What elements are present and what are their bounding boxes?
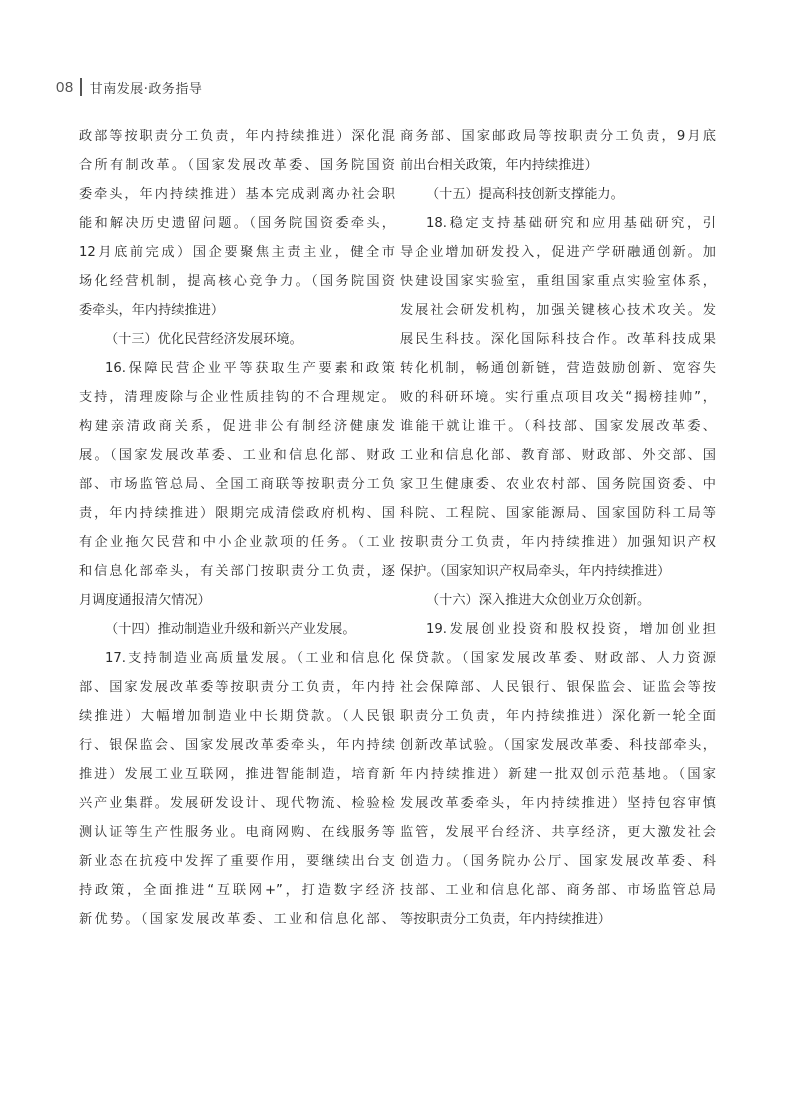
text-line: 社会保障部、人民银行、银保监会、证监会等按 [400,680,716,695]
text-line: 月调度通报清欠情况） [79,593,211,608]
text-line: 推进）发展工业互联网，推进智能制造，培育新 [79,767,395,782]
header-divider [80,78,82,96]
text-line: 前出台相关政策，年内持续推进） [400,158,598,173]
text-line: 保护。（国家知识产权局牵头，年内持续推进） [400,564,671,579]
text-line: 发展改革委牵头，年内持续推进）坚持包容审慎 [400,796,716,811]
text-line: 工业和信息化部、教育部、财政部、外交部、国 [400,448,716,463]
section-heading: （十四）推动制造业升级和新兴产业发展。 [105,622,356,637]
text-line: 年内持续推进）新建一批双创示范基地。（国家 [400,767,716,782]
section-heading: （十六）深入推进大众创业万众创新。 [426,593,651,608]
text-line: 展。（国家发展改革委、工业和信息化部、财政 [79,448,395,463]
text-line: 快建设国家实验室，重组国家重点实验室体系， [400,274,716,289]
text-line: 导企业增加研发投入，促进产学研融通创新。加 [400,245,716,260]
text-line: 保贷款。（国家发展改革委、财政部、人力资源 [400,651,716,666]
text-line: 合所有制改革。（国家发展改革委、国务院国资 [79,158,395,173]
text-line: 17.支持制造业高质量发展。（工业和信息化 [105,651,395,666]
text-line: 败的科研环境。实行重点项目攻关“揭榜挂帅”， [400,390,716,405]
text-line: 责，年内持续推进）限期完成清偿政府机构、国 [79,506,395,521]
text-line: 创新改革试验。（国家发展改革委、科技部牵头， [400,738,716,753]
text-line: 场化经营机制，提高核心竞争力。（国务院国资 [79,274,395,289]
text-line: 构建亲清政商关系，促进非公有制经济健康发 [79,419,395,434]
text-line: 谁能干就让谁干。（科技部、国家发展改革委、 [400,419,716,434]
text-line: 商务部、国家邮政局等按职责分工负责，9月底 [400,129,716,144]
text-line: 和信息化部牵头，有关部门按职责分工负责，逐 [79,564,395,579]
text-line: 转化机制，畅通创新链，营造鼓励创新、宽容失 [400,361,716,376]
text-line: 技部、工业和信息化部、商务部、市场监管总局 [400,883,716,898]
text-line: 支持，清理废除与企业性质挂钩的不合理规定。 [79,390,395,405]
text-line: 发展社会研发机构，加强关键核心技术攻关。发 [400,303,716,318]
text-line: 科院、工程院、国家能源局、国家国防科工局等 [400,506,716,521]
text-line: 18.稳定支持基础研究和应用基础研究，引 [426,216,716,231]
text-line: 12月底前完成）国企要聚焦主责主业，健全市 [79,245,395,260]
text-line: 19.发展创业投资和股权投资，增加创业担 [426,622,716,637]
text-line: 持政策，全面推进“互联网+”，打造数字经济 [79,883,395,898]
text-line: 有企业拖欠民营和中小企业款项的任务。（工业 [79,535,395,550]
text-line: 创造力。（国务院办公厅、国家发展改革委、科 [400,854,716,869]
page-header [56,76,202,98]
text-line: 部、市场监管总局、全国工商联等按职责分工负 [79,477,395,492]
right-text-column [400,122,716,934]
text-line: 家卫生健康委、农业农村部、国务院国资委、中 [400,477,716,492]
text-line: 监管，发展平台经济、共享经济，更大激发社会 [400,825,716,840]
text-line: 测认证等生产性服务业。电商网购、在线服务等 [79,825,395,840]
text-line: 展民生科技。深化国际科技合作。改革科技成果 [400,332,716,347]
text-line: 兴产业集群。发展研发设计、现代物流、检验检 [79,796,395,811]
text-line: 委牵头，年内持续推进）基本完成剥离办社会职 [79,187,395,202]
text-line: 能和解决历史遗留问题。（国务院国资委牵头， [79,216,395,231]
text-line: 新业态在抗疫中发挥了重要作用，要继续出台支 [79,854,395,869]
page-number: 08 [56,78,74,96]
section-heading: （十三）优化民营经济发展环境。 [105,332,303,347]
text-line: 新优势。（国家发展改革委、工业和信息化部、 [79,912,395,927]
publication-title: 甘南发展·政务指导 [89,81,203,97]
text-line: 16.保障民营企业平等获取生产要素和政策 [105,361,395,376]
section-heading: （十五）提高科技创新支撑能力。 [426,187,624,202]
text-line: 等按职责分工负责，年内持续推进） [400,912,611,927]
text-line: 职责分工负责，年内持续推进）深化新一轮全面 [400,709,716,724]
text-line: 部、国家发展改革委等按职责分工负责，年内持 [79,680,395,695]
text-line: 按职责分工负责，年内持续推进）加强知识产权 [400,535,716,550]
left-text-column [79,122,395,934]
text-line: 续推进）大幅增加制造业中长期贷款。（人民银 [79,709,395,724]
text-line: 政部等按职责分工负责，年内持续推进）深化混 [79,129,395,144]
text-line: 行、银保监会、国家发展改革委牵头，年内持续 [79,738,395,753]
text-line: 委牵头，年内持续推进） [79,303,225,318]
